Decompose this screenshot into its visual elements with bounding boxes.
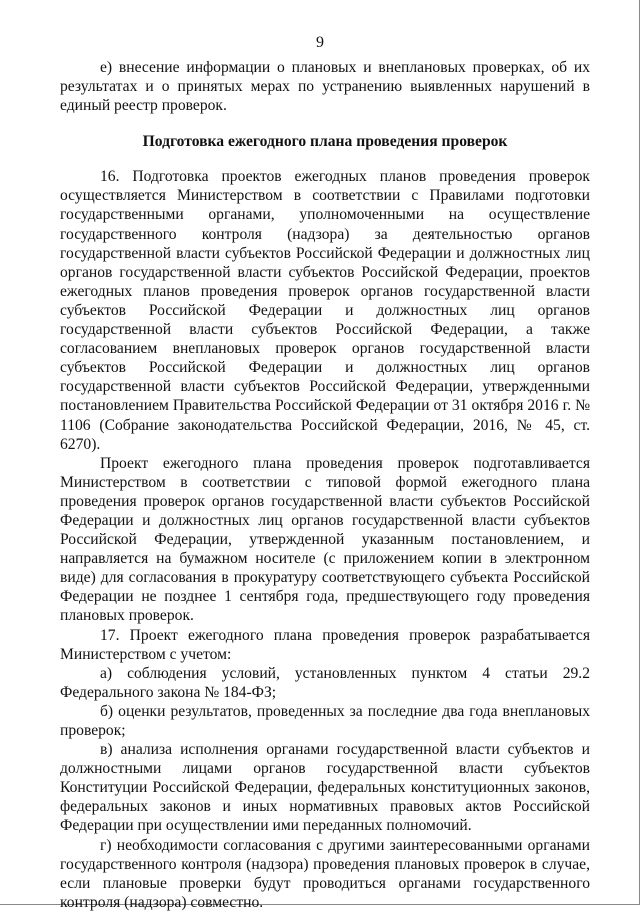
list-item-a: а) соблюдения условий, установленных пунктом 4 статьи 29.2 Федерального закона № 184-ФЗ; xyxy=(60,664,590,701)
list-item-b: б) оценки результатов, проведенных за последние два года внеплановых проверок; xyxy=(60,702,590,739)
section-heading: Подготовка ежегодного плана проведения проверок xyxy=(142,133,508,151)
paragraph-e: е) внесение информации о плановых и внеплановых проверках, об их результатах и о принятых мерах по устранению выявленных нарушений в единый реестр проверок. xyxy=(60,59,590,115)
paragraph-17: 17. Проект ежегодного плана проведения проверок разрабатывается Министерством с учетом: xyxy=(60,626,590,663)
list-item-g: г) необходимости согласования с другими заинтересованными органами государственного контроля (надзора) проведения плановых проверок в случае, если плановые проверки будут проводиться органами государственного контроля (надзора) совместно. xyxy=(60,836,590,911)
paragraph-16: 16. Подготовка проектов ежегодных планов проведения проверок осуществляется Министерством в соответствии с Правилами подготовки государственными органами, уполномоченными на осуществление государственного контроля (надзора) за деятельностью органов государственной власти субъектов Российской Федерации и должностных лиц органов государственной власти субъектов Российской Федерации, проектов ежегодных планов проведения проверок органов государственной власти субъектов Российской Федерации и должностных лиц органов государственной власти субъектов Российской Федерации, а также согласованием внеплановых проверок органов государственной власти субъектов Российской Федерации и должностных лиц органов государственной власти субъектов Российской Федерации, утвержденными постановлением Правительства Российской Федерации от 31 октября 2016 г. № 1106 (Собрание законодательства Российской Федерации, 2016, № 45, ст. 6270). xyxy=(60,168,590,453)
document-body xyxy=(60,58,590,912)
list-item-v: в) анализа исполнения органами государственной власти субъектов и должностными лицами органов государственной власти субъектов Конституции Российской Федерации, федеральных конституционных законов, федеральных законов и иных нормативных правовых актов Российской Федерации при осуществлении ими переданных полномочий. xyxy=(60,741,590,835)
paragraph-project: Проект ежегодного плана проведения проверок подготавливается Министерством в соответствии с типовой формой ежегодного плана проведения проверок органов государственной власти субъектов Российской Федерации и должностных лиц органов государственной власти субъектов Российской Федерации, утвержденной указанным постановлением, и направляется на бумажном носителе (с приложением копии в электронном виде) для согласования в прокуратуру соответствующего субъекта Российской Федерации не позднее 1 сентября года, предшествующего году проведения плановых проверок. xyxy=(60,454,590,625)
page-number: 9 xyxy=(316,34,324,51)
